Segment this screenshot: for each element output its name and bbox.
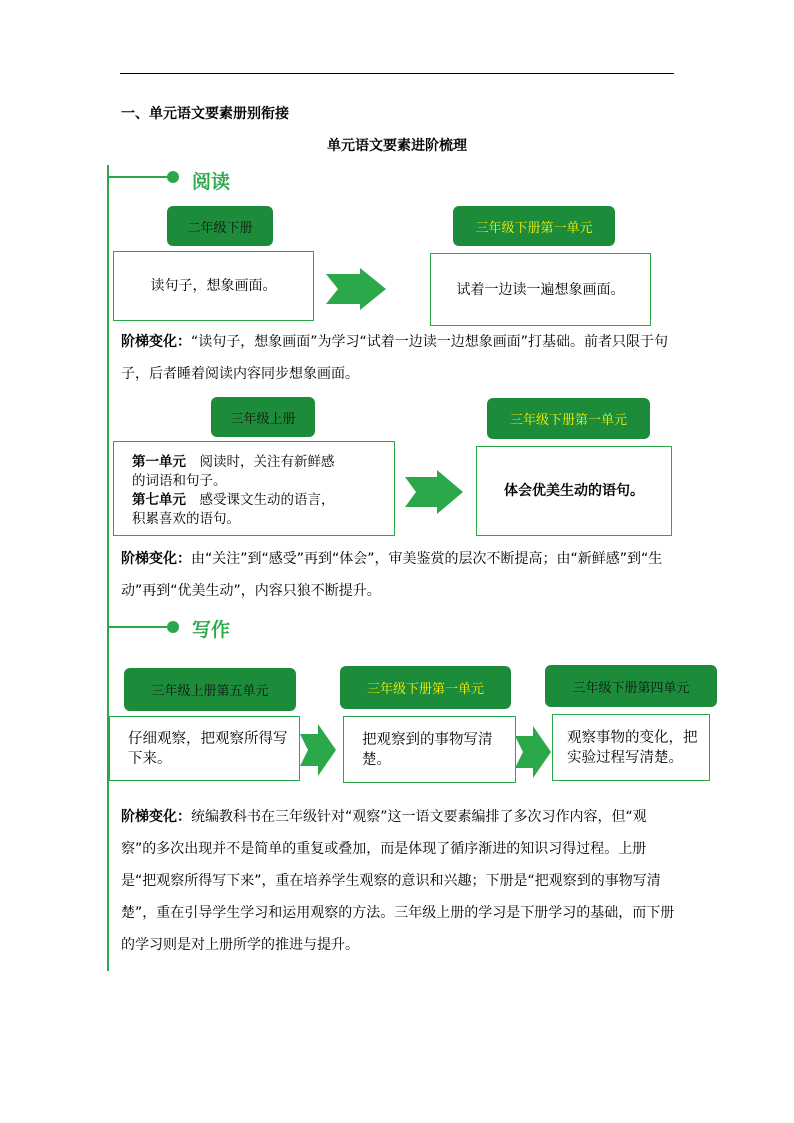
box-grade2-lower bbox=[113, 251, 314, 321]
box-grade3-lower-u4-text: 观察事物的变化，把实验过程写清楚。 bbox=[567, 729, 698, 766]
tag-grade3-lower-u1-w: 三年级下册第一单元 bbox=[340, 666, 511, 709]
box-line-3 bbox=[132, 491, 335, 510]
paragraph-lead: 阶梯变化： bbox=[121, 551, 191, 567]
reading-dot-icon bbox=[167, 171, 179, 183]
box-grade3-lower-u1-w bbox=[343, 716, 516, 783]
arrow-right-icon bbox=[300, 724, 336, 776]
arrow-right-icon bbox=[515, 726, 551, 778]
reading-connector bbox=[107, 176, 171, 178]
tag-grade3-lower-u1: 三年级下册第一单元 bbox=[453, 206, 615, 246]
unit-text: 感受课文生动的语言， bbox=[186, 491, 335, 508]
paragraph-lead: 阶梯变化： bbox=[121, 809, 191, 825]
arrow-right-icon bbox=[326, 268, 386, 310]
writing-dot-icon bbox=[167, 621, 179, 633]
tag-grade3-lower-u1-b: 三年级下册第一单元 bbox=[487, 398, 650, 439]
section-heading: 一、单元语文要素册别衔接 bbox=[121, 106, 289, 122]
box-grade3-lower-u1-b-text: 体会优美生动的语句。 bbox=[504, 483, 644, 499]
paragraph-text: 统编教科书在三年级针对“观察”这一语文要素编排了多次习作内容，但“观察”的多次出现并不是简单的重复或叠加，而是体现了循序渐进的知识习得过程。上册是“把观察所得写下来”，重在培养学生观察的意识和兴趣；下册是“把观察到的事物写清楚”，重在引导学生学习和运用观察的方法。三年级上册的学习是下册学习的基础，而下册的学习则是对上册所学的推进与提升。 bbox=[121, 809, 675, 953]
box-grade3-lower-u1 bbox=[430, 253, 651, 326]
box-grade3-upper bbox=[113, 441, 395, 536]
unit-label: 第七单元 bbox=[132, 491, 186, 508]
box-grade3-upper-u5-text: 仔细观察，把观察所得写下来。 bbox=[128, 730, 288, 767]
paragraph-reading-1 bbox=[121, 326, 677, 390]
paragraph-lead: 阶梯变化： bbox=[121, 334, 191, 350]
box-grade3-lower-u4 bbox=[552, 714, 710, 781]
paragraph-text: 由“关注”到“感受”再到“体会”，审美鉴赏的层次不断提高；由“新鲜感”到“生动”再到“优美生动”，内容只狼不断提升。 bbox=[121, 551, 663, 599]
page-title: 单元语文要素进阶梳理 bbox=[327, 138, 467, 154]
unit-text: 阅读时，关注有新鲜感 bbox=[186, 453, 335, 470]
box-line-1 bbox=[132, 453, 335, 472]
box-grade2-lower-text: 读句子，想象画面。 bbox=[150, 278, 277, 294]
paragraph-writing bbox=[121, 801, 677, 961]
reading-label: 阅读 bbox=[192, 171, 231, 193]
tag-grade3-lower-u4: 三年级下册第四单元 bbox=[545, 665, 717, 707]
arrow-right-icon bbox=[405, 470, 463, 514]
paragraph-text: “读句子，想象画面”为学习“试着一边读一边想象画面”打基础。前者只限于句子，后者睡着阅读内容同步想象画面。 bbox=[121, 334, 669, 382]
tag-grade3-upper-u5: 三年级上册第五单元 bbox=[124, 668, 296, 711]
tag-grade3-upper: 三年级上册 bbox=[211, 397, 315, 437]
writing-label: 写作 bbox=[192, 619, 231, 641]
box-grade3-lower-u1-w-text: 把观察到的事物写清楚。 bbox=[362, 731, 493, 768]
tag-grade2-lower: 二年级下册 bbox=[167, 206, 273, 246]
paragraph-reading-2 bbox=[121, 543, 677, 607]
writing-connector bbox=[107, 626, 171, 628]
box-grade3-lower-u1-b bbox=[476, 446, 672, 536]
box-grade3-lower-u1-text: 试着一边读一遍想象画面。 bbox=[456, 281, 625, 298]
box-line-2: 的词语和句子。 bbox=[132, 472, 227, 489]
box-grade3-upper-u5 bbox=[109, 716, 300, 781]
top-rule bbox=[120, 73, 674, 74]
timeline-vertical-line bbox=[107, 165, 109, 971]
unit-label: 第一单元 bbox=[132, 453, 186, 470]
box-line-4: 积累喜欢的语句。 bbox=[132, 510, 240, 527]
